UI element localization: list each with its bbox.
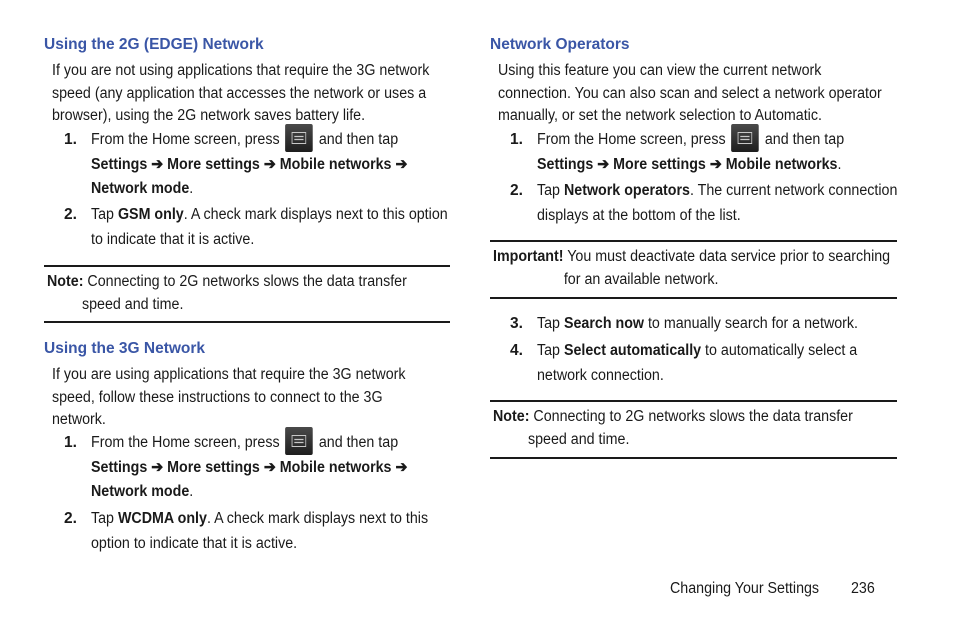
option-network-operators: Network operators	[563, 182, 690, 199]
intro-line: Using this feature you can view the current network	[498, 62, 822, 79]
intro-line: connection. You can also scan and select a network operator	[498, 84, 882, 102]
important-line: for an available network.	[563, 270, 719, 288]
menu-path-settings: Settings	[91, 458, 148, 476]
step-text	[537, 312, 858, 337]
period: .	[189, 483, 194, 501]
step-text-fragment: Tap	[91, 206, 114, 223]
step-line	[91, 128, 407, 153]
intro-line: manually, or set the network selection to Automatic.	[498, 107, 822, 124]
step-number: 2.	[510, 182, 523, 199]
note-line: speed and time.	[81, 295, 184, 313]
step-line	[91, 456, 407, 481]
intro-line: If you are not using applications that require the 3G network	[52, 62, 430, 79]
important-box	[493, 246, 890, 291]
note-box-right	[493, 406, 853, 451]
step-line	[91, 153, 407, 178]
note-line	[493, 406, 853, 429]
section-heading-2g: Using the 2G (EDGE) Network	[44, 36, 264, 53]
step-text	[537, 339, 857, 388]
step-text-fragment: . The current network connection	[689, 182, 898, 199]
note-line: speed and time.	[527, 430, 630, 448]
note-top-rule	[44, 265, 450, 267]
step-line	[91, 480, 407, 505]
step-line	[91, 203, 448, 228]
step-text-fragment: and then tap	[764, 131, 845, 149]
step-text	[91, 203, 448, 252]
step-text-fragment: . A check mark displays next to this option	[183, 206, 448, 223]
step-number: 3.	[510, 315, 523, 332]
menu-path-settings: Settings	[91, 155, 148, 173]
step-text-fragment: and then tap	[318, 131, 399, 149]
period: .	[189, 180, 194, 198]
menu-path-settings: Settings	[537, 155, 594, 173]
note-line	[47, 271, 407, 294]
step-text-fragment: Tap	[91, 510, 114, 527]
intro-paragraph-operators	[498, 60, 882, 128]
option-search-now: Search now	[563, 315, 645, 332]
menu-key-icon	[731, 124, 759, 152]
note-bottom-rule	[44, 321, 450, 323]
step-line: network connection.	[537, 366, 664, 384]
section-heading-3g: Using the 3G Network	[44, 340, 206, 357]
menu-key-icon	[285, 124, 313, 152]
period: .	[837, 155, 842, 173]
menu-key-icon	[285, 427, 313, 455]
step-text-fragment: Tap	[537, 182, 560, 199]
step-text-fragment: Tap	[537, 342, 560, 359]
page-number: 236	[851, 580, 875, 597]
step-line: displays at the bottom of the list.	[537, 206, 741, 224]
step-line	[91, 177, 407, 202]
note-text: Connecting to 2G networks slows the data transfer	[533, 408, 853, 425]
step-number: 2.	[64, 510, 77, 527]
important-label: Important!	[493, 248, 564, 265]
intro-line: speed, follow these instructions to connect to the 3G	[52, 388, 383, 406]
note-text: Connecting to 2G networks slows the data transfer	[87, 273, 407, 290]
menu-path-mobile-networks: Mobile networks	[279, 458, 392, 476]
arrow-icon: ➔	[263, 155, 276, 173]
option-select-automatically: Select automatically	[563, 342, 702, 359]
step-text-fragment: From the Home screen, press	[537, 131, 726, 149]
step-line	[537, 339, 857, 364]
menu-path-network-mode: Network mode	[91, 180, 190, 198]
step-number: 1.	[64, 131, 77, 148]
intro-paragraph-3g	[52, 364, 406, 432]
arrow-icon: ➔	[395, 155, 408, 173]
step-text-fragment: to automatically select a	[705, 342, 858, 359]
step-text	[91, 507, 428, 556]
intro-line: network.	[52, 411, 106, 428]
menu-path-more-settings: More settings	[613, 155, 706, 173]
arrow-icon: ➔	[709, 155, 722, 173]
step-line	[537, 312, 858, 337]
menu-path-more-settings: More settings	[167, 458, 260, 476]
intro-line: speed (any application that accesses the network or uses a	[52, 84, 427, 102]
step-line: to indicate that it is active.	[91, 230, 255, 248]
important-line	[493, 246, 890, 269]
step-line: option to indicate that it is active.	[91, 534, 298, 552]
step-text-fragment: . A check mark displays next to this	[206, 510, 429, 527]
note-label: Note:	[493, 408, 530, 425]
step-number: 4.	[510, 342, 523, 359]
step-line	[91, 507, 428, 532]
step-line	[91, 431, 407, 456]
important-bottom-rule	[490, 297, 897, 299]
step-text	[91, 128, 407, 202]
menu-path-mobile-networks: Mobile networks	[725, 155, 838, 173]
section-heading-network-operators: Network Operators	[490, 36, 630, 53]
note-top-rule	[490, 400, 897, 402]
step-text-fragment: From the Home screen, press	[91, 131, 280, 149]
step-text-fragment: From the Home screen, press	[91, 434, 280, 452]
arrow-icon: ➔	[151, 155, 164, 173]
option-wcdma-only: WCDMA only	[117, 510, 207, 527]
menu-path-more-settings: More settings	[167, 155, 260, 173]
intro-line: browser), using the 2G network saves battery life.	[52, 107, 366, 124]
step-text	[91, 431, 407, 505]
step-number: 1.	[510, 131, 523, 148]
step-line	[537, 179, 897, 204]
step-text-fragment: to manually search for a network.	[647, 315, 859, 332]
arrow-icon: ➔	[597, 155, 610, 173]
step-line	[537, 128, 844, 153]
step-text-fragment: and then tap	[318, 434, 399, 452]
step-text	[537, 179, 897, 228]
step-text	[537, 128, 844, 177]
footer-section-title: Changing Your Settings	[670, 580, 820, 597]
step-number: 2.	[64, 206, 77, 223]
note-bottom-rule	[490, 457, 897, 459]
intro-line: If you are using applications that require the 3G network	[52, 366, 406, 383]
menu-path-network-mode: Network mode	[91, 483, 190, 501]
arrow-icon: ➔	[151, 458, 164, 476]
note-box-left	[47, 271, 407, 316]
intro-paragraph-2g	[52, 60, 429, 128]
step-number: 1.	[64, 434, 77, 451]
step-text-fragment: Tap	[537, 315, 560, 332]
option-gsm-only: GSM only	[117, 206, 184, 223]
arrow-icon: ➔	[263, 458, 276, 476]
note-label: Note:	[47, 273, 84, 290]
important-text: You must deactivate data service prior to searching	[567, 248, 891, 265]
step-line	[537, 153, 844, 178]
menu-path-mobile-networks: Mobile networks	[279, 155, 392, 173]
arrow-icon: ➔	[395, 458, 408, 476]
important-top-rule	[490, 240, 897, 242]
